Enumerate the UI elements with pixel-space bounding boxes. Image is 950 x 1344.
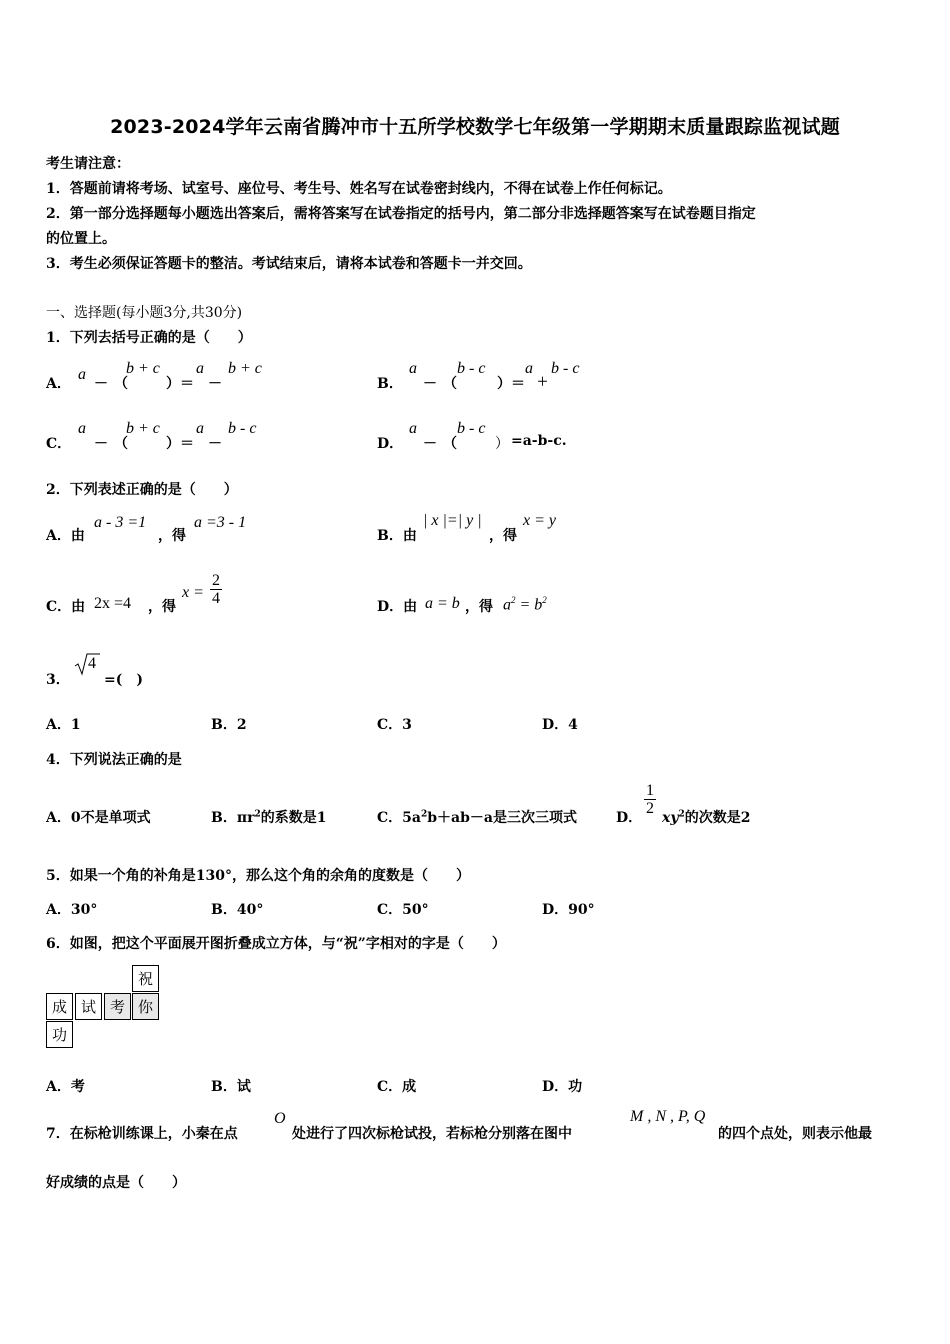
connector: ，得	[489, 528, 517, 544]
q4-option-a: A．0不是单项式	[46, 810, 151, 826]
paren: （	[443, 436, 457, 452]
math-term: b - c	[551, 360, 580, 377]
paren: （	[114, 376, 128, 392]
q2-stem: 2．下列表述正确的是（ ）	[46, 482, 238, 498]
question-number: 3．	[46, 672, 70, 688]
q7-text: 处进行了四次标枪试投，若标枪分别落在图中	[292, 1126, 572, 1142]
section-heading: 一、选择题(每小题3分,共30分)	[46, 305, 243, 321]
math-term: b - c	[457, 420, 486, 437]
math-expr: a - 3 =1	[94, 514, 147, 531]
page-title: 2023-2024学年云南省腾冲市十五所学校数学七年级第一学期期末质量跟踪监视试题	[110, 116, 840, 138]
math-term: a	[525, 360, 533, 377]
sqrt-icon	[74, 652, 100, 676]
option-label: D．	[616, 810, 643, 826]
net-cell-zhu: 祝	[132, 965, 159, 992]
math-expr: $a^2 = b^2$	[503, 595, 547, 614]
q1-stem: 1．下列去括号正确的是（ ）	[46, 330, 252, 346]
connector: ，得	[158, 528, 186, 544]
math-operator: －	[208, 376, 222, 392]
q6-option-c: C．成	[377, 1079, 417, 1095]
math-term: a	[196, 420, 204, 437]
option-label: A．	[46, 376, 71, 392]
q5-option-b: B．40°	[211, 902, 264, 918]
net-cell-shi: 试	[75, 993, 102, 1020]
paren: （	[114, 436, 128, 452]
math-expr: | x |=| y |	[423, 512, 482, 529]
paren: ）＝	[166, 376, 194, 392]
paren: ）＝	[166, 436, 194, 452]
q4-option-c: C．$5a^2b+ab-a$是三次三项式	[377, 809, 577, 826]
option-label: C．	[46, 436, 72, 452]
fraction	[644, 782, 656, 817]
radicand: 4	[88, 655, 96, 672]
math-term: a	[78, 366, 86, 383]
q6-option-b: B．试	[211, 1079, 251, 1095]
connector: ，得	[148, 599, 176, 615]
math-term: =a-b-c.	[511, 433, 567, 449]
q5-option-d: D．90°	[542, 902, 595, 918]
net-cell-ni: 你	[132, 993, 159, 1020]
notice-item-1: 1．答题前请将考场、试室号、座位号、考生号、姓名写在试卷密封线内，不得在试卷上作任何标记。	[46, 181, 672, 197]
math-operator: －	[423, 436, 437, 452]
option-label: B．由	[377, 528, 417, 544]
fraction	[210, 572, 222, 607]
paren: ）＝	[497, 376, 525, 392]
notice-item-3: 3．考生必须保证答题卡的整洁。考试结束后，请将本试卷和答题卡一并交回。	[46, 256, 532, 272]
option-label: D．由	[377, 599, 418, 615]
q4-option-b: B．$\pi r^2$的系数是1	[211, 809, 327, 826]
math-term: a	[196, 360, 204, 377]
option-label: D．	[377, 436, 404, 452]
math-operator: －	[208, 436, 222, 452]
math-term: a	[409, 420, 417, 437]
question-tail: =( )	[104, 672, 143, 688]
q3-option-c: C．3	[377, 717, 412, 733]
math-term: a	[409, 360, 417, 377]
math-expr: x =	[182, 584, 204, 601]
math-expr: a = b	[425, 595, 460, 612]
connector: ，得	[465, 599, 493, 615]
numerator: 2	[212, 572, 220, 589]
math-expr: 2x =4	[94, 595, 132, 612]
math-operator: －	[423, 376, 437, 392]
math-operator: －	[94, 436, 108, 452]
option-label: B．	[377, 376, 403, 392]
points-mnpq: M , N , P, Q	[630, 1108, 706, 1125]
q3-option-d: D．4	[542, 717, 578, 733]
q3-option-b: B．2	[211, 717, 247, 733]
math-term: a	[78, 420, 86, 437]
q7-text: 的四个点处，则表示他最	[718, 1126, 872, 1142]
math-term: b + c	[228, 360, 262, 377]
net-cell-kao: 考	[104, 993, 131, 1020]
numerator: 1	[646, 782, 654, 799]
notice-item-2-cont: 的位置上。	[46, 231, 116, 247]
q5-option-a: A．30°	[46, 902, 98, 918]
term: $xy^2$的次数是2	[662, 809, 751, 826]
q7-text: 7．在标枪训练课上，小秦在点	[46, 1126, 238, 1142]
math-term: b + c	[126, 420, 160, 437]
q6-option-d: D．功	[542, 1079, 583, 1095]
denominator: 4	[212, 590, 220, 607]
point-o: O	[274, 1110, 286, 1127]
math-operator: ＋	[537, 375, 548, 388]
paren: （	[443, 376, 457, 392]
option-label: A．由	[46, 528, 85, 544]
net-cell-gong: 功	[46, 1021, 73, 1048]
q6-stem: 6．如图，把这个平面展开图折叠成立方体，与“祝”字相对的字是（ ）	[46, 936, 506, 952]
q3-option-a: A．1	[46, 717, 81, 733]
option-label: C．由	[46, 599, 86, 615]
q4-stem: 4．下列说法正确的是	[46, 752, 182, 768]
math-operator: －	[94, 376, 108, 392]
math-term: b - c	[228, 420, 257, 437]
math-term: b + c	[126, 360, 160, 377]
net-cell-cheng: 成	[46, 993, 73, 1020]
math-expr: a =3 - 1	[194, 514, 247, 531]
q7-stem-cont: 好成绩的点是（ ）	[46, 1175, 186, 1191]
math-term: b - c	[457, 360, 486, 377]
math-expr: x = y	[523, 512, 556, 529]
q5-option-c: C．50°	[377, 902, 429, 918]
q6-option-a: A．考	[46, 1079, 85, 1095]
notice-heading: 考生请注意：	[46, 156, 130, 172]
denominator: 2	[646, 800, 654, 817]
paren: ）	[495, 436, 509, 452]
notice-item-2: 2．第一部分选择题每小题选出答案后，需将答案写在试卷指定的括号内，第二部分非选择题答案写在试卷题目指定	[46, 206, 756, 222]
q5-stem: 5．如果一个角的补角是130°，那么这个角的余角的度数是（ ）	[46, 868, 470, 884]
